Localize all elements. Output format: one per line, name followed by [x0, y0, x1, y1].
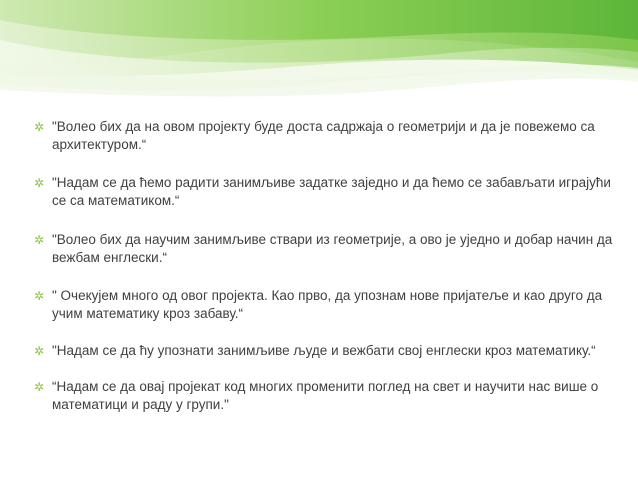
header-banner [0, 0, 638, 100]
list-item [34, 342, 614, 360]
banner-graphic [0, 0, 638, 100]
bullet-text: "Надам се да ћу упознати занимљиве људе и вежбати свој енглески кроз математику.“ [52, 343, 596, 358]
bullet-list [34, 118, 614, 434]
bullet-text: "Волео бих да на овом пројекту буде доста садржаја о геометрији и да је повежемо са архитектуром.“ [52, 119, 595, 152]
bullet-text: "Надам се да ћемо радити занимљиве задатке заједно и да ћемо се забављати играјући се са математиком.“ [52, 175, 611, 208]
sparkle-bullet-icon: ✲ [34, 233, 45, 247]
sparkle-bullet-icon: ✲ [34, 120, 45, 134]
list-item [34, 174, 614, 210]
list-item [34, 287, 614, 323]
sparkle-bullet-icon: ✲ [34, 289, 45, 303]
bullet-text: " Очекујем много од овог пројекта. Као прво, да упознам нове пријатеље и као друго да учим математику кроз забаву.“ [52, 288, 603, 321]
list-item [34, 231, 614, 267]
sparkle-bullet-icon: ✲ [34, 176, 45, 190]
list-item [34, 378, 614, 414]
bullet-text: "Волео бих да научим занимљиве ствари из геометрије, а ово је уједно и добар начин да вежбам енглески.“ [52, 232, 613, 265]
list-item [34, 118, 614, 154]
sparkle-bullet-icon: ✲ [34, 380, 45, 394]
sparkle-bullet-icon: ✲ [34, 344, 45, 358]
bullet-text: “Надам се да овај пројекат код многих променити поглед на свет и научити нас више о математици и раду у групи." [52, 379, 599, 412]
